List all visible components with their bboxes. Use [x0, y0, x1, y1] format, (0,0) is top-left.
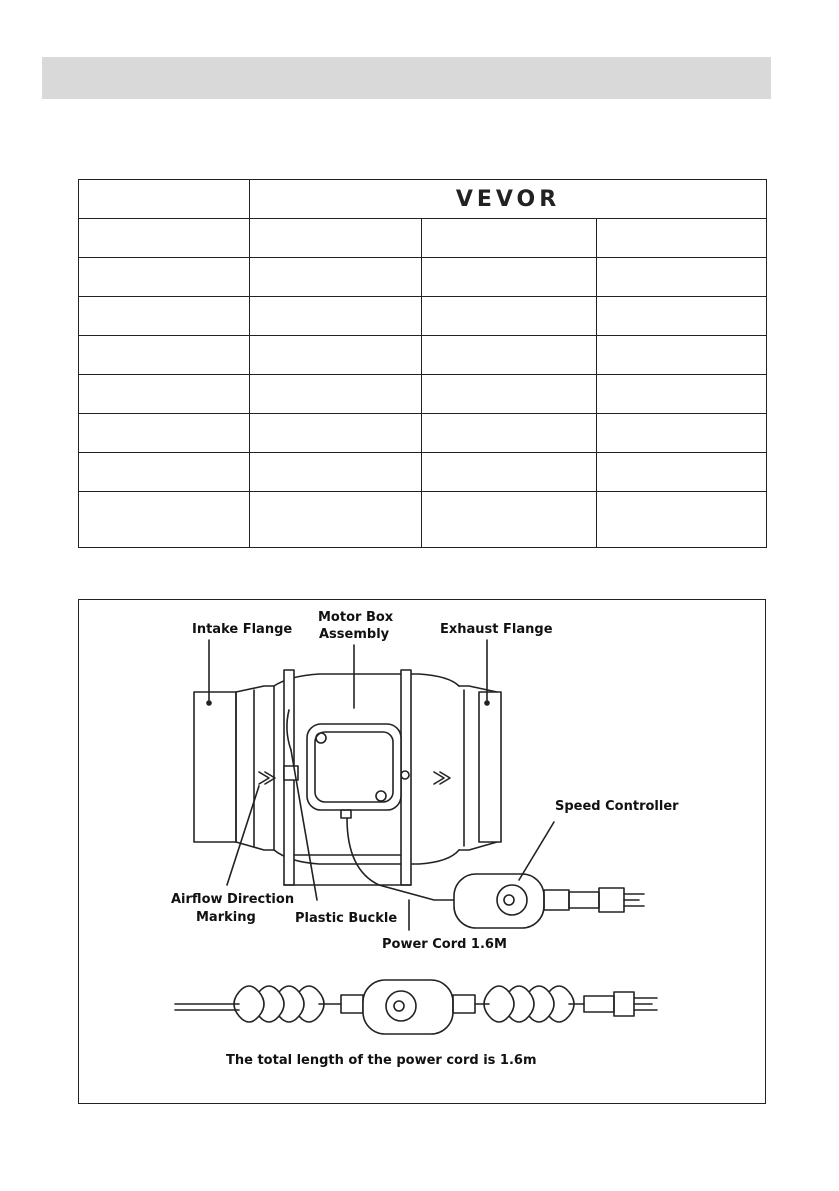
section-header-bar: [42, 57, 771, 99]
table-cell: [250, 414, 422, 453]
fan-diagram-box: [78, 599, 766, 1104]
table-cell: [79, 258, 250, 297]
table-cell: [79, 219, 250, 258]
table-cell: [422, 492, 597, 548]
table-cell: [250, 336, 422, 375]
table-cell: [597, 453, 767, 492]
table-cell: [250, 492, 422, 548]
table-cell: [79, 297, 250, 336]
table-cell: [597, 414, 767, 453]
table-row: [79, 219, 767, 258]
fan-body-icon: [194, 670, 501, 900]
table-cell: [422, 414, 597, 453]
table-row: [79, 453, 767, 492]
table-cell: [422, 453, 597, 492]
table-row: [79, 336, 767, 375]
table-cell: [597, 219, 767, 258]
label-airflow-1: Airflow Direction: [171, 892, 295, 907]
table-cell: [597, 258, 767, 297]
table-cell: [79, 336, 250, 375]
label-exhaust-flange: Exhaust Flange: [440, 622, 553, 637]
table-cell: [597, 492, 767, 548]
table-row: [79, 492, 767, 548]
label-airflow-2: Marking: [196, 910, 256, 925]
table-cell: [79, 492, 250, 548]
table-cell: [250, 453, 422, 492]
table-cell: [79, 375, 250, 414]
table-cell: [422, 219, 597, 258]
label-speed-controller: Speed Controller: [555, 799, 679, 814]
table-cell: [597, 297, 767, 336]
label-motor-box-1: Motor Box: [318, 610, 394, 625]
table-cell: [79, 180, 250, 219]
label-intake-flange: Intake Flange: [192, 622, 293, 637]
brand-cell: [250, 180, 767, 219]
label-total-length: The total length of the power cord is 1.6m: [226, 1053, 537, 1068]
table-cell: [250, 219, 422, 258]
coiled-cord-icon: [175, 980, 657, 1034]
table-cell: [79, 414, 250, 453]
table-row: [79, 258, 767, 297]
table-cell: [250, 297, 422, 336]
table-row: [79, 297, 767, 336]
table-cell: [422, 297, 597, 336]
table-cell: [597, 336, 767, 375]
table-cell: [422, 258, 597, 297]
table-cell: [422, 336, 597, 375]
table-cell: [79, 453, 250, 492]
table-row: [79, 375, 767, 414]
fan-diagram: [79, 600, 765, 1103]
label-power-cord: Power Cord 1.6M: [382, 937, 507, 952]
brand-logo: VEVOR: [455, 186, 561, 212]
speed-controller-icon: [454, 874, 644, 928]
table-cell: [250, 375, 422, 414]
table-cell: [250, 258, 422, 297]
table-cell: [597, 375, 767, 414]
table-row: [79, 180, 767, 219]
table-row: [79, 414, 767, 453]
label-motor-box-2: Assembly: [319, 627, 390, 642]
spec-table: [78, 179, 767, 548]
table-cell: [422, 375, 597, 414]
label-plastic-buckle: Plastic Buckle: [295, 911, 398, 926]
